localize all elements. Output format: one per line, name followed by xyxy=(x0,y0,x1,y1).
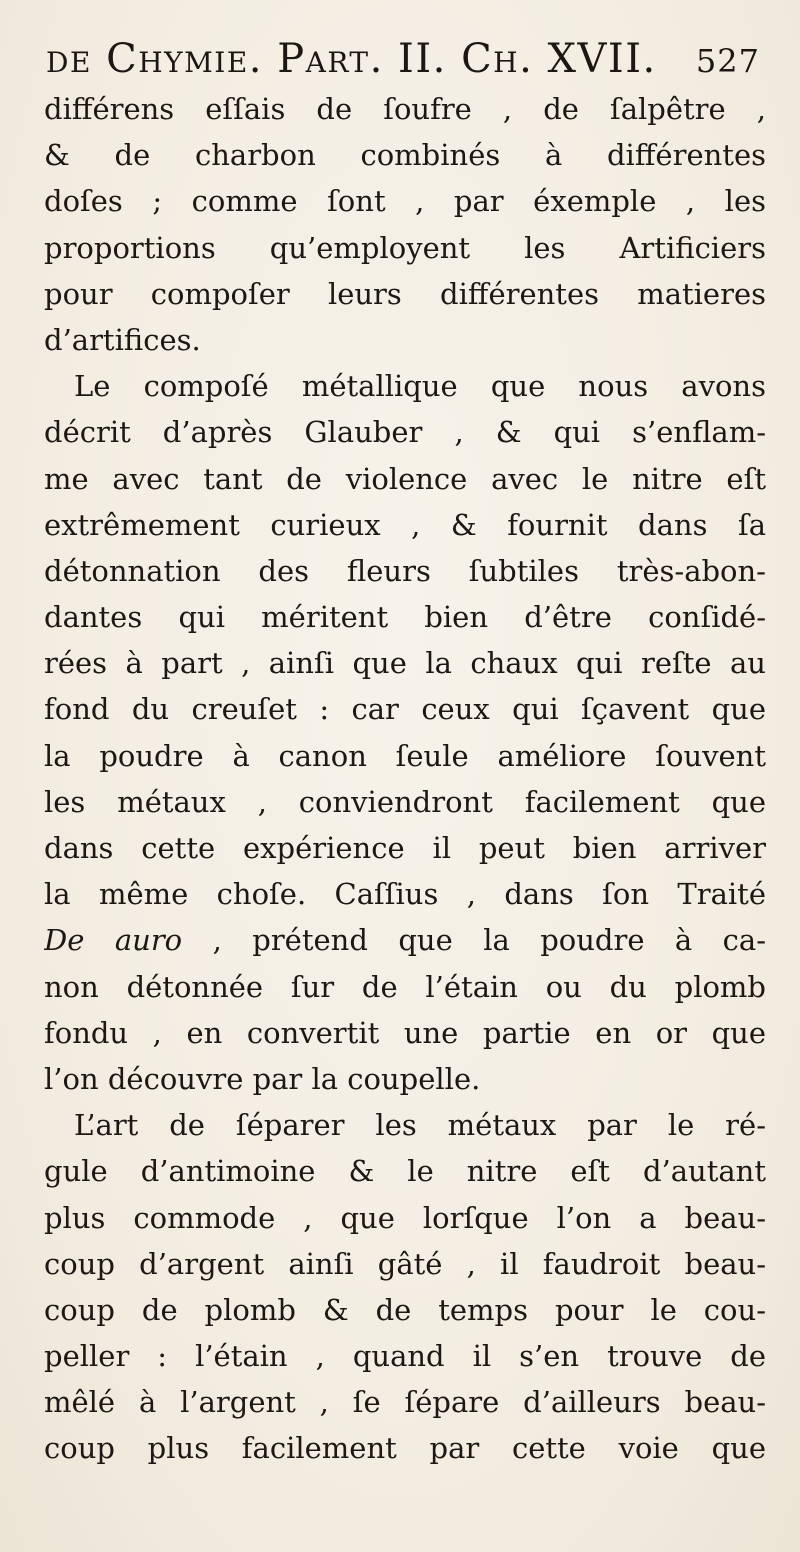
text-line-7: Le compoſé métallique que nous avons xyxy=(74,369,766,404)
text-line-11: détonnation des fleurs ſubtiles très-abon- xyxy=(44,553,766,588)
text-line-2: & de charbon combinés à différentes xyxy=(44,138,766,173)
text-line-9: me avec tant de violence avec le nitre eſt xyxy=(44,461,766,496)
text-line-30: coup plus facilement par cette voie que xyxy=(44,1431,766,1466)
text-line-10: extrêmement curieux , & fournit dans ſa xyxy=(44,507,766,542)
text-line-18: la même choſe. Caſſius , dans ſon Traité xyxy=(44,877,766,912)
text-line-26: coup d’argent ainſi gâté , il faudroit beau- xyxy=(44,1246,766,1281)
text-line-27: coup de plomb & de temps pour le cou- xyxy=(44,1292,766,1327)
text-line-22: l’on découvre par la coupelle. xyxy=(44,1061,481,1096)
text-line-17: dans cette expérience il peut bien arriver xyxy=(44,831,766,865)
text-line-20: non détonnée ſur de l’étain ou du plomb xyxy=(44,969,766,1004)
text-line-6: d’artifices. xyxy=(44,322,201,357)
text-line-16: les métaux , conviendront facilement que xyxy=(44,784,766,819)
text-line-1: différens eſſais de ſoufre , de ſalpêtre , xyxy=(44,92,766,126)
running-head-title: de Chymie. Part. II. Ch. XVII. xyxy=(46,36,657,82)
body-text xyxy=(44,86,766,1472)
text-line-14: fond du creuſet : car ceux qui ſçavent que xyxy=(44,692,766,727)
text-line-23: L’art de ſéparer les métaux par le ré- xyxy=(74,1108,766,1143)
page-number: 527 xyxy=(695,42,760,80)
text-line-25: plus commode , que lorſque l’on a beau- xyxy=(44,1200,766,1235)
text-line-19: De auro , prétend que la poudre à ca- xyxy=(44,923,766,958)
text-line-21: fondu , en convertit une partie en or que xyxy=(44,1015,766,1050)
text-line-13: rées à part , ainſi que la chaux qui reſte au xyxy=(44,646,766,681)
text-line-15: la poudre à canon ſeule améliore ſouvent xyxy=(44,738,766,773)
running-head xyxy=(46,34,760,84)
text-line-29: mêlé à l’argent , ſe ſépare d’ailleurs beau- xyxy=(44,1385,766,1420)
italic-title: De auro xyxy=(44,923,183,958)
text-line-12: dantes qui méritent bien d’être conſidé- xyxy=(44,600,766,635)
text-line-28: peller : l’étain , quand il s’en trouve de xyxy=(44,1339,766,1374)
text-line-4: proportions qu’employent les Artificiers xyxy=(44,230,766,265)
text-line-3: doſes ; comme ſont , par éxemple , les xyxy=(44,184,766,219)
text-line-24: gule d’antimoine & le nitre eſt d’autant xyxy=(44,1154,766,1189)
text-line-8: décrit d’après Glauber , & qui s’enflam- xyxy=(44,415,766,450)
text-line-5: pour compoſer leurs différentes matieres xyxy=(44,276,766,311)
